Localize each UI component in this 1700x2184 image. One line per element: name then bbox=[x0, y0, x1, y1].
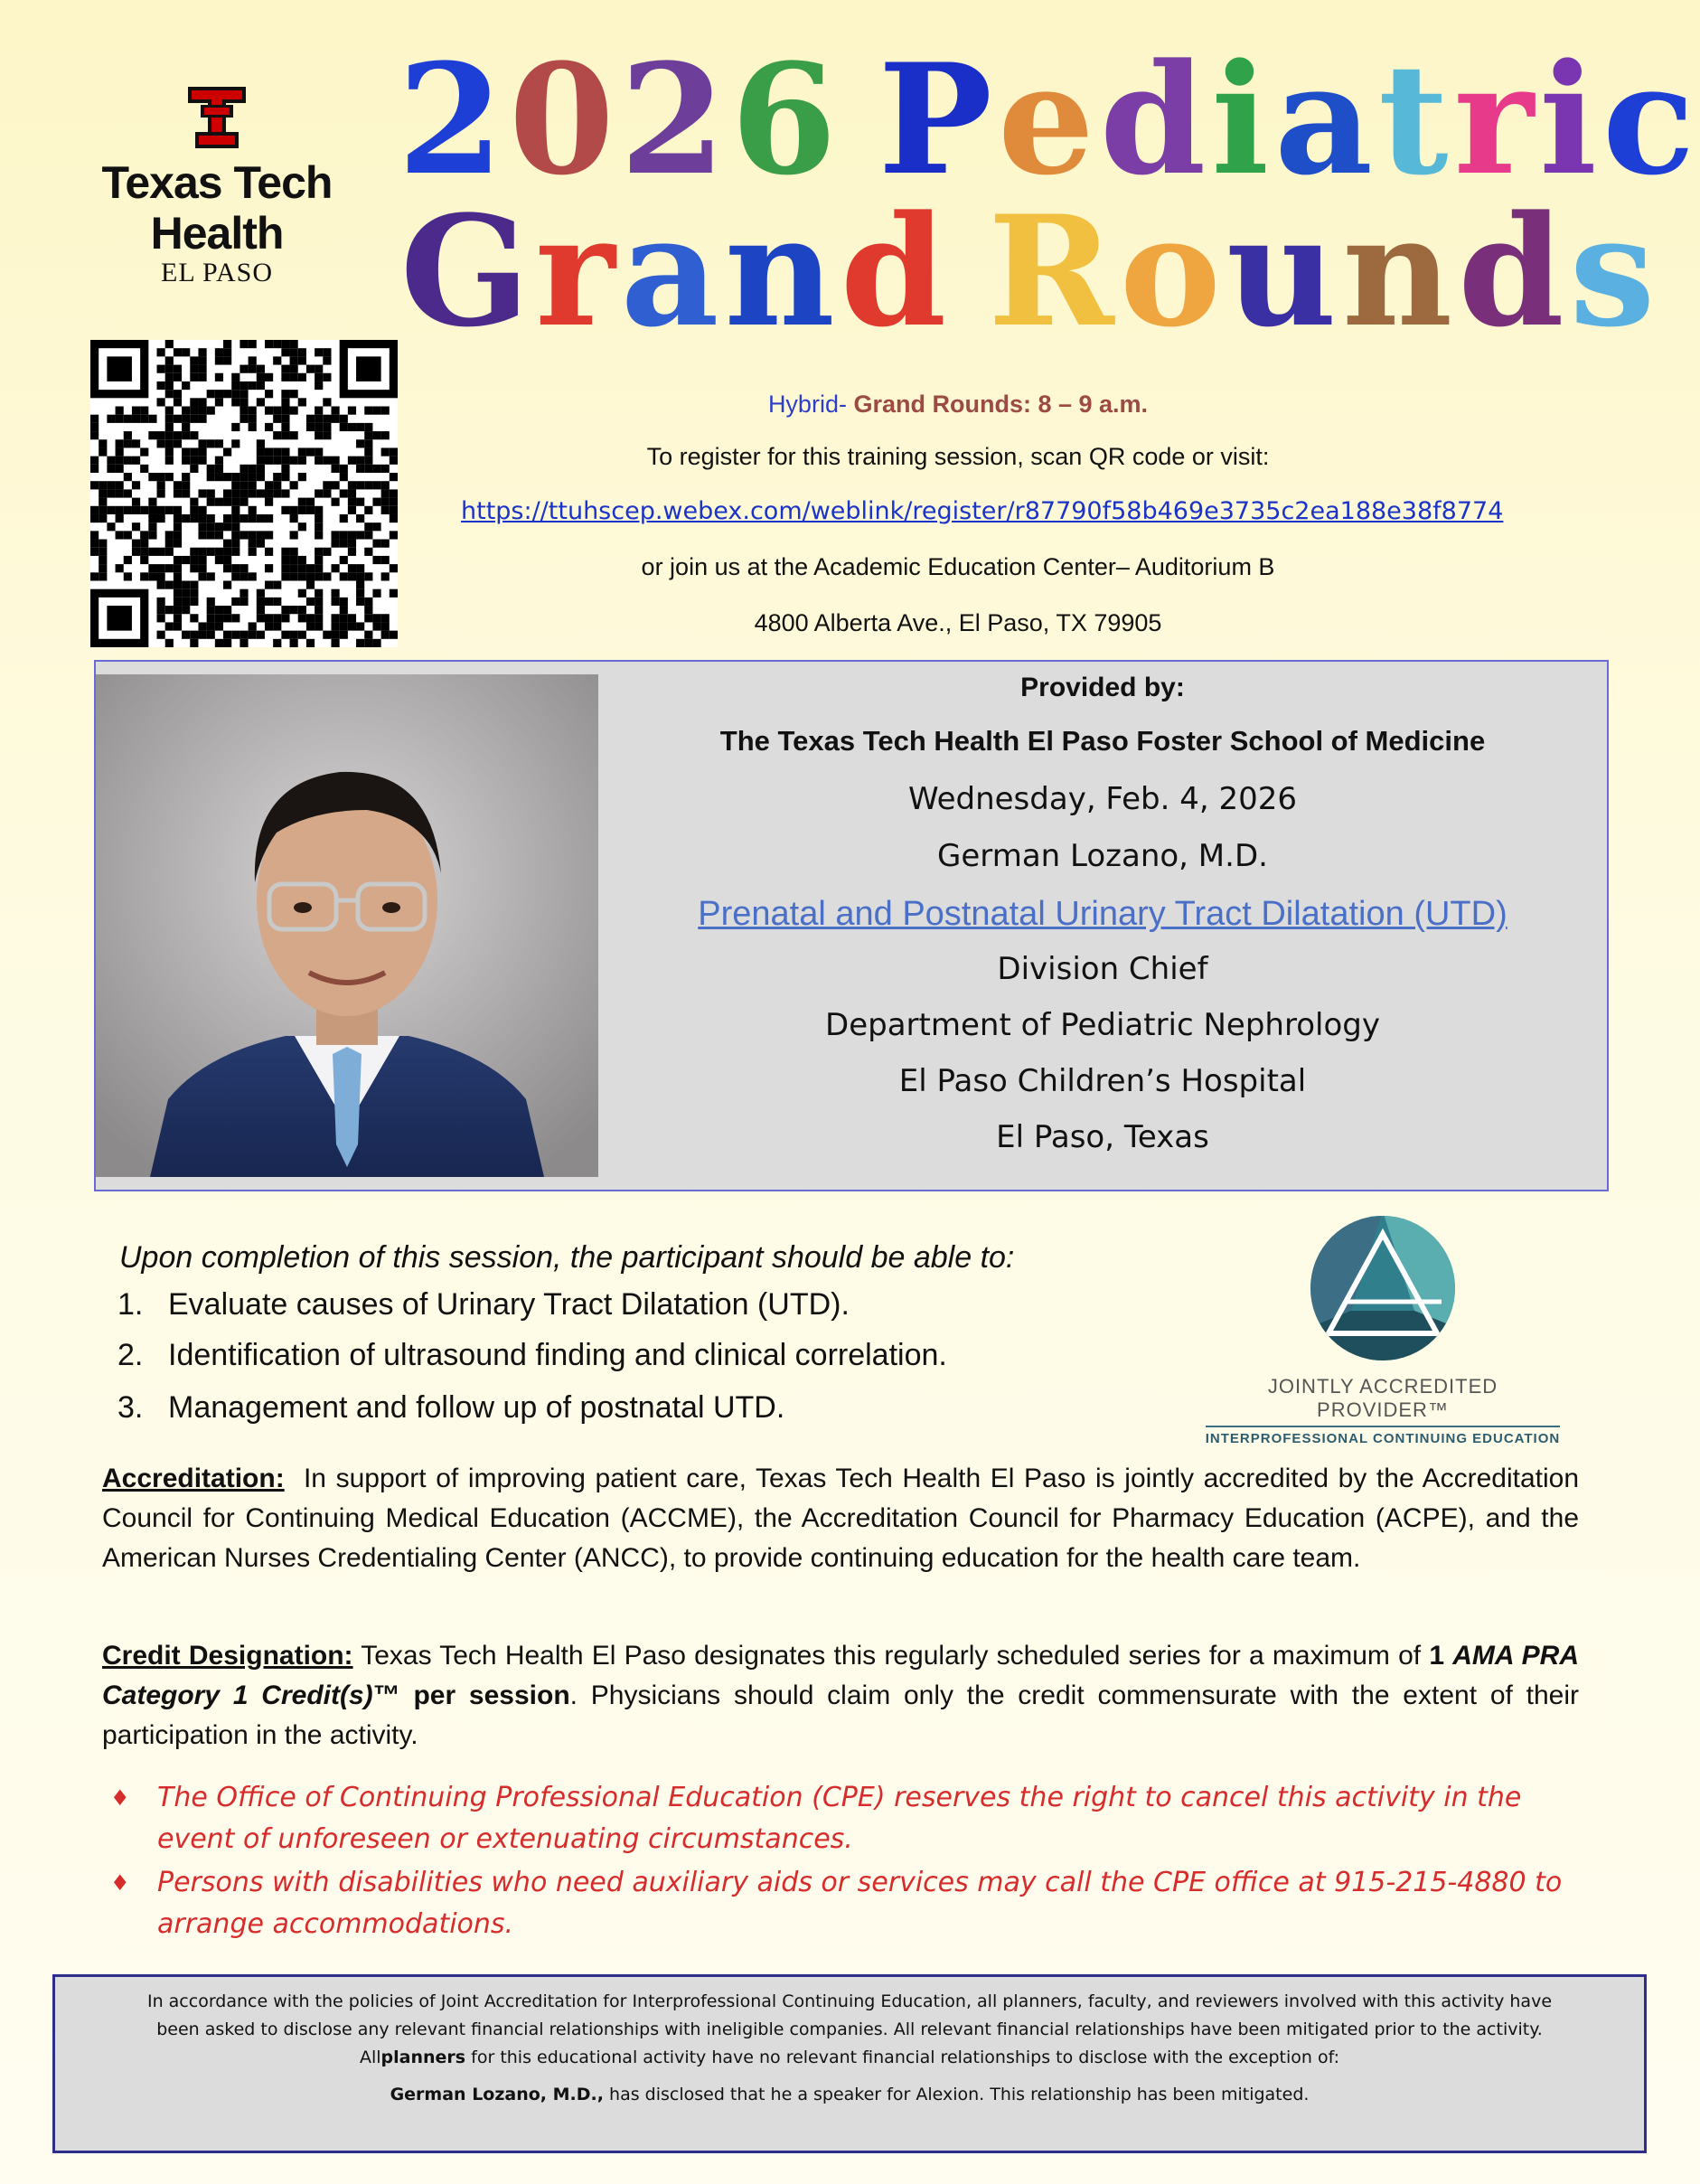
session-date: Wednesday, Feb. 4, 2026 bbox=[907, 781, 1298, 817]
credit-count: 1 bbox=[1429, 1641, 1445, 1671]
objective-text: Identification of ultrasound finding and clinical correlation. bbox=[168, 1338, 947, 1372]
disclosure-line-2: been asked to disclose any relevant financial relationships with ineligible companies. All relevant financial relationships have been mitigated prior to the activity. bbox=[156, 2019, 1543, 2039]
title-line-1: 2026 Pediatric bbox=[398, 30, 1700, 209]
note-item bbox=[110, 1862, 1592, 1945]
disclosure-speaker-name: German Lozano, M.D., bbox=[390, 2085, 604, 2104]
ja-title: JOINTLY ACCREDITED PROVIDER™ bbox=[1267, 1375, 1498, 1421]
accreditation-heading: Accreditation: bbox=[102, 1464, 285, 1493]
speaker-photo bbox=[96, 674, 598, 1177]
address-line: 4800 Alberta Ave., El Paso, TX 79905 bbox=[754, 609, 1162, 636]
note-text: The Office of Continuing Professional Education (CPE) reserves the right to cancel this activity in the event of unforeseen or extenuating circumstances. bbox=[157, 1782, 1522, 1855]
objective-item bbox=[117, 1390, 784, 1426]
qr-code-icon bbox=[90, 340, 398, 647]
logo-sub: EL PASO bbox=[161, 258, 273, 287]
diamond-bullet-icon: ♦ bbox=[110, 1870, 130, 1896]
qr-code[interactable] bbox=[90, 340, 398, 647]
objective-text: Management and follow up of postnatal UTD. bbox=[168, 1390, 785, 1425]
speaker-city: El Paso, Texas bbox=[996, 1119, 1209, 1155]
double-t-icon bbox=[188, 87, 246, 152]
provided-by-label: Provided by: bbox=[1020, 673, 1185, 702]
accreditation-text: In support of improving patient care, Texas Tech Health El Paso is jointly accredited by the Accreditation Council for Continuing Medical Education (ACCME), the Accreditation Council for Pharmacy Education (ACPE), and the American Nurses Credentialing Center (ANCC), to provide continuing education for the health care team. bbox=[102, 1464, 1580, 1573]
page-title bbox=[398, 30, 1700, 361]
ja-subtitle: INTERPROFESSIONAL CONTINUING EDUCATION bbox=[1206, 1426, 1560, 1446]
session-time: Grand Rounds: 8 – 9 a.m. bbox=[853, 391, 1149, 418]
credit-text-2: . Physicians should claim only the credit commensurate with the extent of their participation in the activity. bbox=[102, 1680, 1579, 1750]
disclosure-speaker-line bbox=[55, 2081, 1644, 2109]
disclosure-line-3 bbox=[55, 2044, 1644, 2072]
diamond-bullet-icon: ♦ bbox=[110, 1785, 130, 1811]
accreditation-paragraph bbox=[102, 1459, 1579, 1578]
disclosure-exception: for this educational activity have no relevant financial relationships to disclose with the exception of: bbox=[465, 2048, 1340, 2067]
credit-per-session: ™ per session bbox=[372, 1680, 570, 1710]
objective-number: 1. bbox=[117, 1287, 144, 1322]
title-line-2: Grand Rounds bbox=[399, 182, 1661, 361]
objective-number: 2. bbox=[117, 1338, 144, 1372]
disclosure-planners: planners bbox=[380, 2048, 466, 2067]
credit-category: AMA PRA Category 1 Credit(s) bbox=[102, 1641, 1579, 1710]
location-line: or join us at the Academic Education Center– Auditorium B bbox=[641, 553, 1275, 580]
session-format bbox=[461, 391, 1455, 419]
objective-item bbox=[117, 1287, 850, 1323]
objectives-intro: Upon completion of this session, the participant should be able to: bbox=[119, 1240, 1015, 1275]
jointly-accredited-logo bbox=[1202, 1211, 1564, 1446]
texas-tech-logo bbox=[54, 87, 380, 287]
credit-text: Texas Tech Health El Paso designates this regularly scheduled series for a maximum of bbox=[361, 1641, 1422, 1671]
logo-name: Texas Tech Health bbox=[101, 157, 333, 259]
provider-school: The Texas Tech Health El Paso Foster School of Medicine bbox=[719, 725, 1486, 757]
credit-designation-paragraph bbox=[102, 1636, 1579, 1756]
ja-triangle-icon bbox=[1306, 1211, 1460, 1365]
register-instruction: To register for this training session, scan QR code or visit: bbox=[646, 443, 1270, 470]
disclosure-all: All bbox=[359, 2048, 381, 2067]
credit-heading: Credit Designation: bbox=[102, 1641, 353, 1671]
objective-text: Evaluate causes of Urinary Tract Dilatation (UTD). bbox=[168, 1287, 850, 1322]
speaker-department: Department of Pediatric Nephrology bbox=[825, 1007, 1380, 1043]
objective-number: 3. bbox=[117, 1390, 144, 1425]
speaker-role: Division Chief bbox=[997, 951, 1208, 987]
speaker-name: German Lozano, M.D. bbox=[937, 838, 1268, 874]
hybrid-label: Hybrid- bbox=[767, 391, 847, 418]
disclosure-box bbox=[52, 1974, 1647, 2153]
disclosure-speaker-text: has disclosed that he a speaker for Alexion. This relationship has been mitigated. bbox=[603, 2085, 1310, 2104]
note-item bbox=[110, 1777, 1592, 1860]
speaker-hospital: El Paso Children’s Hospital bbox=[898, 1063, 1307, 1099]
objective-item bbox=[117, 1338, 947, 1373]
note-text: Persons with disabilities who need auxiliary aids or services may call the CPE office at 915-215-4880 to arrange accommodations. bbox=[157, 1867, 1563, 1940]
register-link[interactable]: https://ttuhscep.webex.com/weblink/register/r87790f58b469e3735c2ea188e38f8774 bbox=[461, 497, 1504, 525]
disclosure-line-1: In accordance with the policies of Joint Accreditation for Interprofessional Continuing Education, all planners, faculty, and reviewers involved with this activity have bbox=[146, 1991, 1553, 2011]
talk-title-link[interactable]: Prenatal and Postnatal Urinary Tract Dilatation (UTD) bbox=[698, 895, 1507, 933]
